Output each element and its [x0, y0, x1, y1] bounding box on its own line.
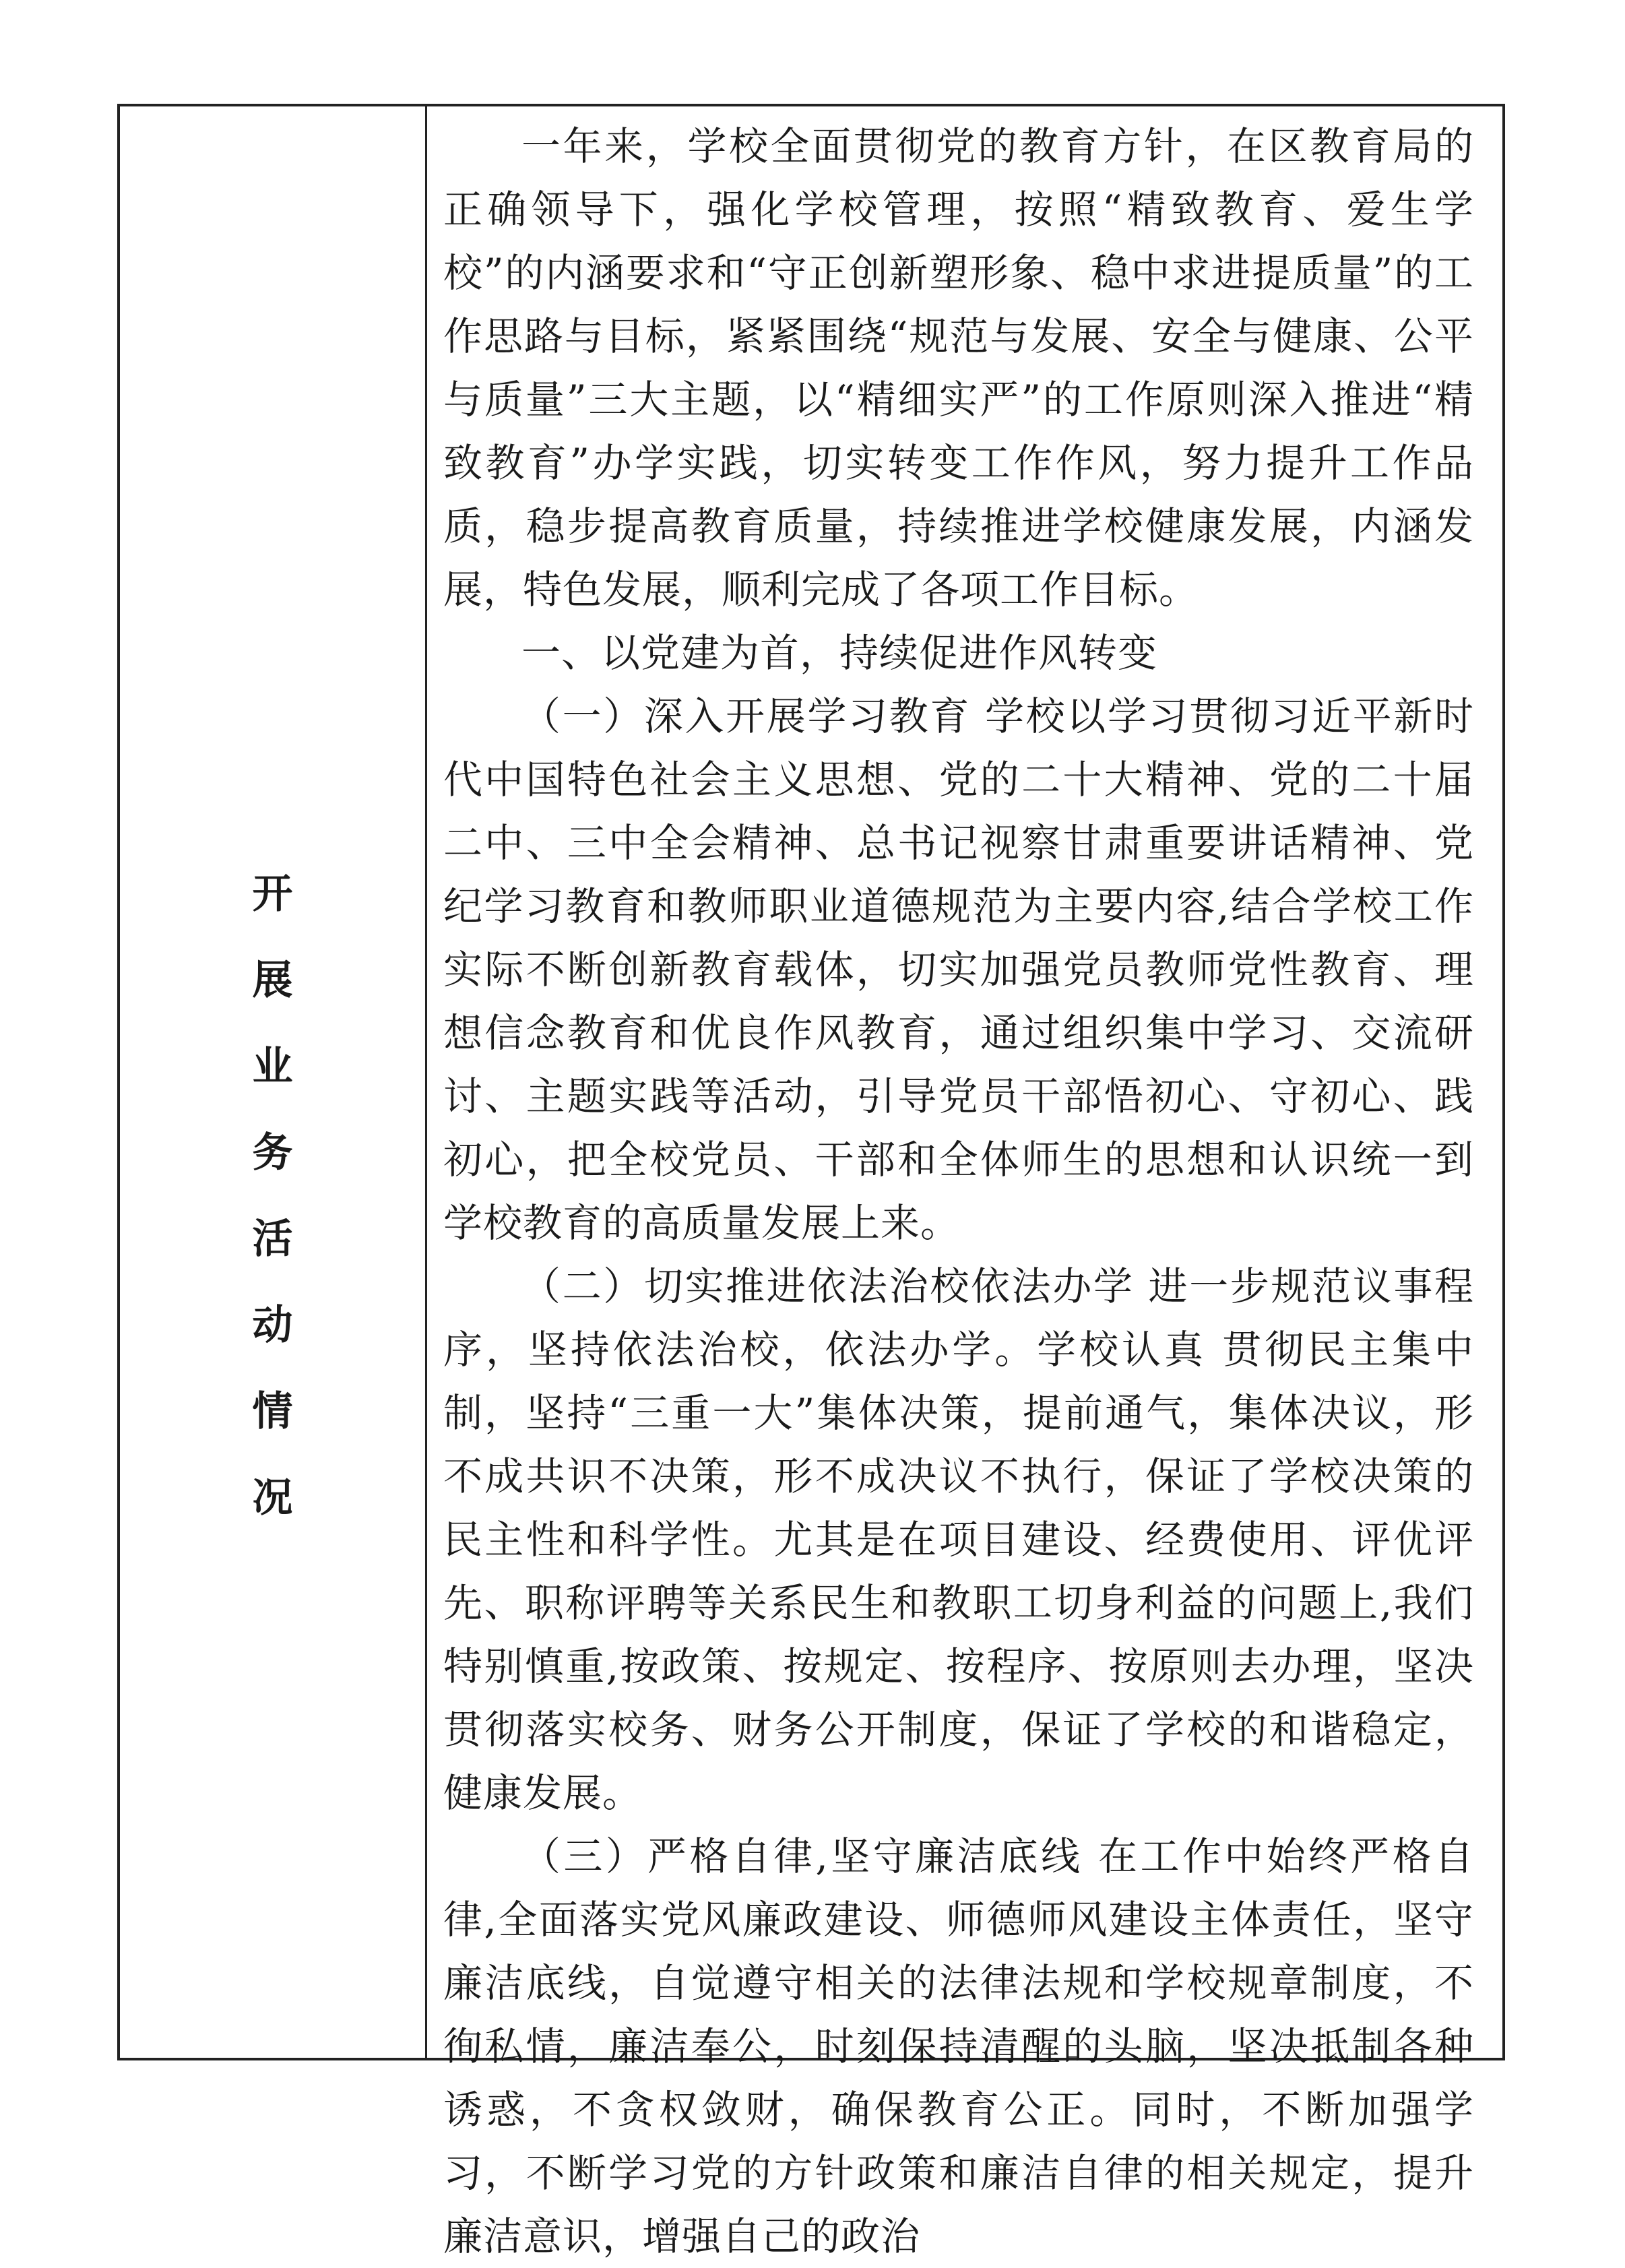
intro-paragraph: 一年来，学校全面贯彻党的教育方针，在区教育局的正确领导下，强化学校管理，按照“精致教育、爱生学校”的内涵要求和“守正创新塑形象、稳中求进提质量”的工作思路与目标，紧紧围绕“规范与发展、安全与健康、公平与质量”三大主题，以“精细实严”的工作原则深入推进“精致教育”办学实践，切实转变工作作风，努力提升工作品质，稳步提高教育质量，持续推进学校健康发展，内涵发展，特色发展，顺利完成了各项工作目标。	[443, 123, 1474, 612]
subsection-paragraph-1: （一）深入开展学习教育 学校以学习贯彻习近平新时代中国特色社会主义思想、党的二十大精神、党的二十届二中、三中全会精神、总书记视察甘肃重要讲话精神、党纪学习教育和教师职业道德规范为主要内容,结合学校工作实际不断创新教育载体，切实加强党员教师党性教育、理想信念教育和优良作风教育，通过组织集中学习、交流研讨、主题实践等活动，引导党员干部悟初心、守初心、践初心，把全校党员、干部和全体师生的思想和认识统一到学校教育的高质量发展上来。	[443, 693, 1474, 1246]
content-column	[443, 115, 1474, 2268]
section-label-char: 务	[252, 1129, 293, 1176]
section-label-char: 动	[252, 1302, 293, 1349]
section-label	[120, 851, 425, 1541]
section-label-char: 业	[252, 1043, 293, 1090]
label-column	[120, 106, 427, 2058]
section-label-char: 况	[252, 1474, 293, 1521]
section-heading: 一、以党建为首，持续促进作风转变	[521, 630, 1158, 676]
section-label-char: 开	[252, 871, 293, 918]
section-label-char: 活	[252, 1216, 293, 1263]
subsection-paragraph-2: （二）切实推进依法治校依法办学 进一步规范议事程序，坚持依法治校，依法办学。学校认真 贯彻民主集中制，坚持“三重一大”集体决策，提前通气，集体决议，形不成共识不决策，形不成决议不执行，保证了学校决策的民主性和科学性。尤其是在项目建设、经费使用、评优评先、职称评聘等关系民生和教职工切身利益的问题上,我们特别慎重,按政策、按规定、按程序、按原则去办理，坚决贯彻落实校务、财务公开制度，保证了学校的和谐稳定，健康发展。	[443, 1263, 1474, 1816]
form-table	[117, 104, 1505, 2259]
section-label-char: 情	[252, 1388, 293, 1435]
subsection-paragraph-3: （三）严格自律,坚守廉洁底线 在工作中始终严格自律,全面落实党风廉政建设、师德师风建设主体责任，坚守廉洁底线，自觉遵守相关的法律法规和学校规章制度，不徇私情，廉洁奉公，时刻保持清醒的头脑，坚决抵制各种诱惑，不贪权敛财，确保教育公正。同时，不断加强学习，不断学习党的方针政策和廉洁自律的相关规定，提升廉洁意识，增强自己的政治	[443, 1833, 1474, 2259]
section-label-char: 展	[252, 957, 293, 1004]
